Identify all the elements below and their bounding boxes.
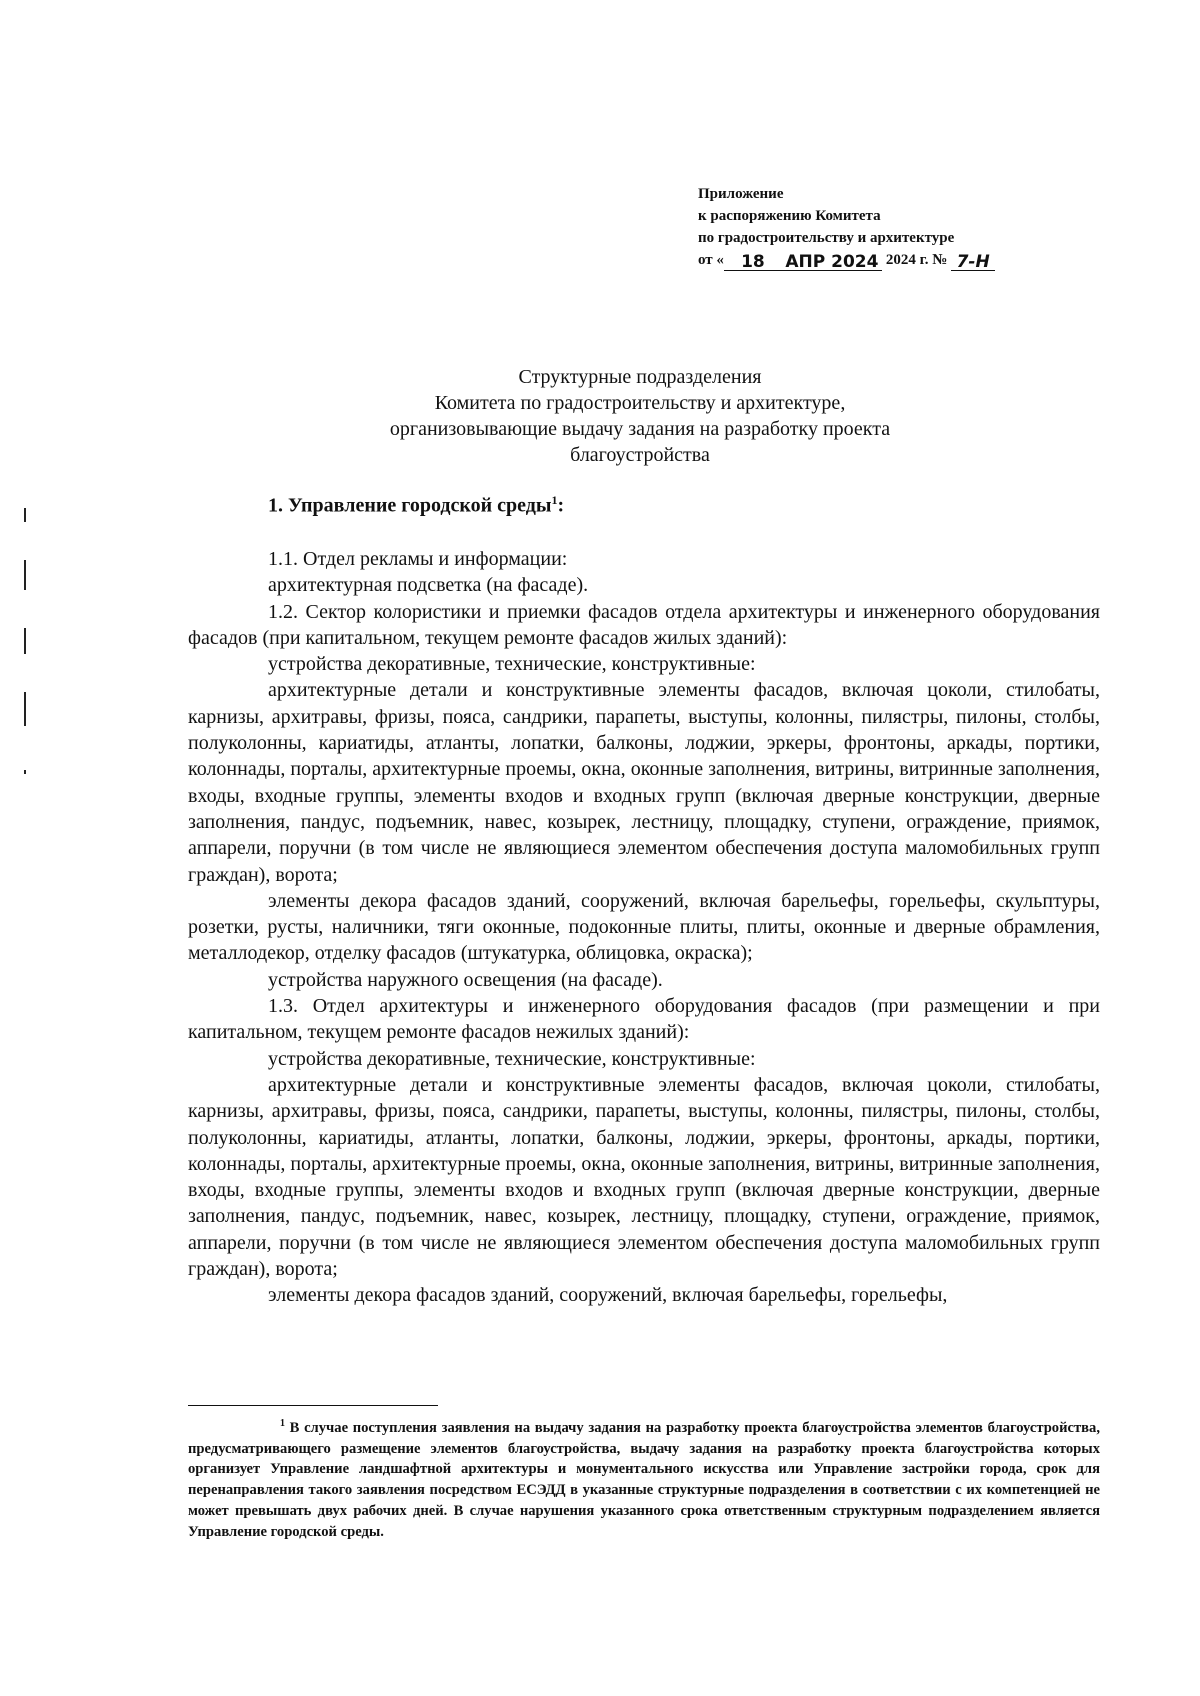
paragraph: архитектурные детали и конструктивные элементы фасадов, включая цоколи, стилобаты, карнизы, архитравы, фризы, пояса, сандрики, парапеты, выступы, колонны, пилястры, пилоны, столбы, полуколонны, кариатиды, атланты, лопатки, балконы, лоджии, эркеры, фронтоны, аркады, портики, колоннады, порталы, архитектурные проемы, окна, оконные заполнения, витрины, витринные заполнения, входы, входные группы, элементы входов и входных групп (включая дверные конструкции, дверные заполнения, пандус, подъемник, навес, козырек, лестницу, площадку, ступени, ограждение, приямок, аппарели, поручни (в том числе не являющиеся элементом обеспечения доступа маломобильных групп граждан), ворота; [188,1073,1100,1281]
title-line-2: Комитета по градостроительству и архитектуре, [434,392,846,414]
paragraph: архитектурная подсветка (на фасаде). [268,574,589,597]
title-line-1: Структурные подразделения [518,366,762,388]
paragraph: 1.3. Отдел архитектуры и инженерного оборудования фасадов (при размещении и при капитальном, текущем ремонте фасадов нежилых зданий): [188,995,1100,1044]
scan-margin-mark [24,692,26,726]
scan-margin-mark [24,628,26,654]
paragraph: устройства наружного освещения (на фасаде). [268,968,663,991]
date-prefix: от « [698,252,724,268]
date-day-stamp: 18 [724,254,782,271]
scan-margin-mark [24,508,26,522]
appendix-line-3: по градостроительству и архитектуре [698,230,955,246]
paragraph: 1.2. Сектор колористики и приемки фасадов отдела архитектуры и инженерного оборудования фасадов (при капитальном, текущем ремонте фасадов жилых зданий): [188,600,1100,649]
paragraph: устройства декоративные, технические, конструктивные: [268,1047,756,1070]
document-title [260,364,1020,468]
appendix-line-2: к распоряжению Комитета [698,208,881,224]
order-number: 7-Н [951,254,995,271]
appendix-line-1: Приложение [698,186,784,202]
footnote-ref: 1 [551,493,558,507]
scan-margin-mark [24,770,26,774]
section-heading [268,493,564,518]
footnote-marker: 1 [280,1418,285,1429]
date-month-stamp: АПР 2024 [782,254,882,271]
appendix-block [698,183,1098,271]
document-body [188,546,1100,1309]
paragraph: элементы декора фасадов зданий, сооружений, включая барельефы, горельефы, [268,1284,948,1307]
paragraph: 1.1. Отдел рекламы и информации: [268,548,568,570]
footnote-text: В случае поступления заявления на выдачу задания на разработку проекта благоустройства элементов благоустройства, предусматривающего размещение элементов благоустройства, выдачу задания на разработку проекта благоустройства которых организует Управление ландшафтной архитектуры и монументального искусства или Управление застройки города, срок для перенаправления такого заявления посредством ЕСЭДД в указанные структурные подразделения в соответствии с их компетенцией не может превышать двух рабочих дней. В случае нарушения указанного срока ответственным структурным подразделением является Управление городской среды. [188,1419,1100,1540]
section-heading-suffix: : [557,494,565,517]
paragraph: устройства декоративные, технические, конструктивные: [268,653,756,676]
title-line-4: благоустройства [570,444,710,466]
paragraph: архитектурные детали и конструктивные элементы фасадов, включая цоколи, стилобаты, карнизы, архитравы, фризы, пояса, сандрики, парапеты, выступы, колонны, пилястры, пилоны, столбы, полуколонны, кариатиды, атланты, лопатки, балконы, лоджии, эркеры, фронтоны, аркады, портики, колоннады, порталы, архитектурные проемы, окна, оконные заполнения, витрины, витринные заполнения, входы, входные группы, элементы входов и входных групп (включая дверные конструкции, дверные заполнения, пандус, подъемник, навес, козырек, лестницу, площадку, ступени, ограждение, приямок, аппарели, поручни (в том числе не являющиеся элементом обеспечения доступа маломобильных групп граждан), ворота; [188,679,1100,886]
footnote [188,1414,1100,1543]
date-year: 2024 г. № [885,252,948,268]
scan-margin-mark [24,560,26,590]
appendix-date-line [698,249,1098,271]
footnote-divider [188,1405,438,1406]
title-line-3: организовывающие выдачу задания на разработку проекта [389,418,891,440]
section-heading-text: 1. Управление городской среды [268,494,552,517]
paragraph: элементы декора фасадов зданий, сооружений, включая барельефы, горельефы, скульптуры, розетки, русты, наличники, тяги оконные, подоконные плиты, плиты, оконные и дверные обрамления, металлодекор, отделку фасадов (штукатурка, облицовка, окраска); [188,889,1100,965]
